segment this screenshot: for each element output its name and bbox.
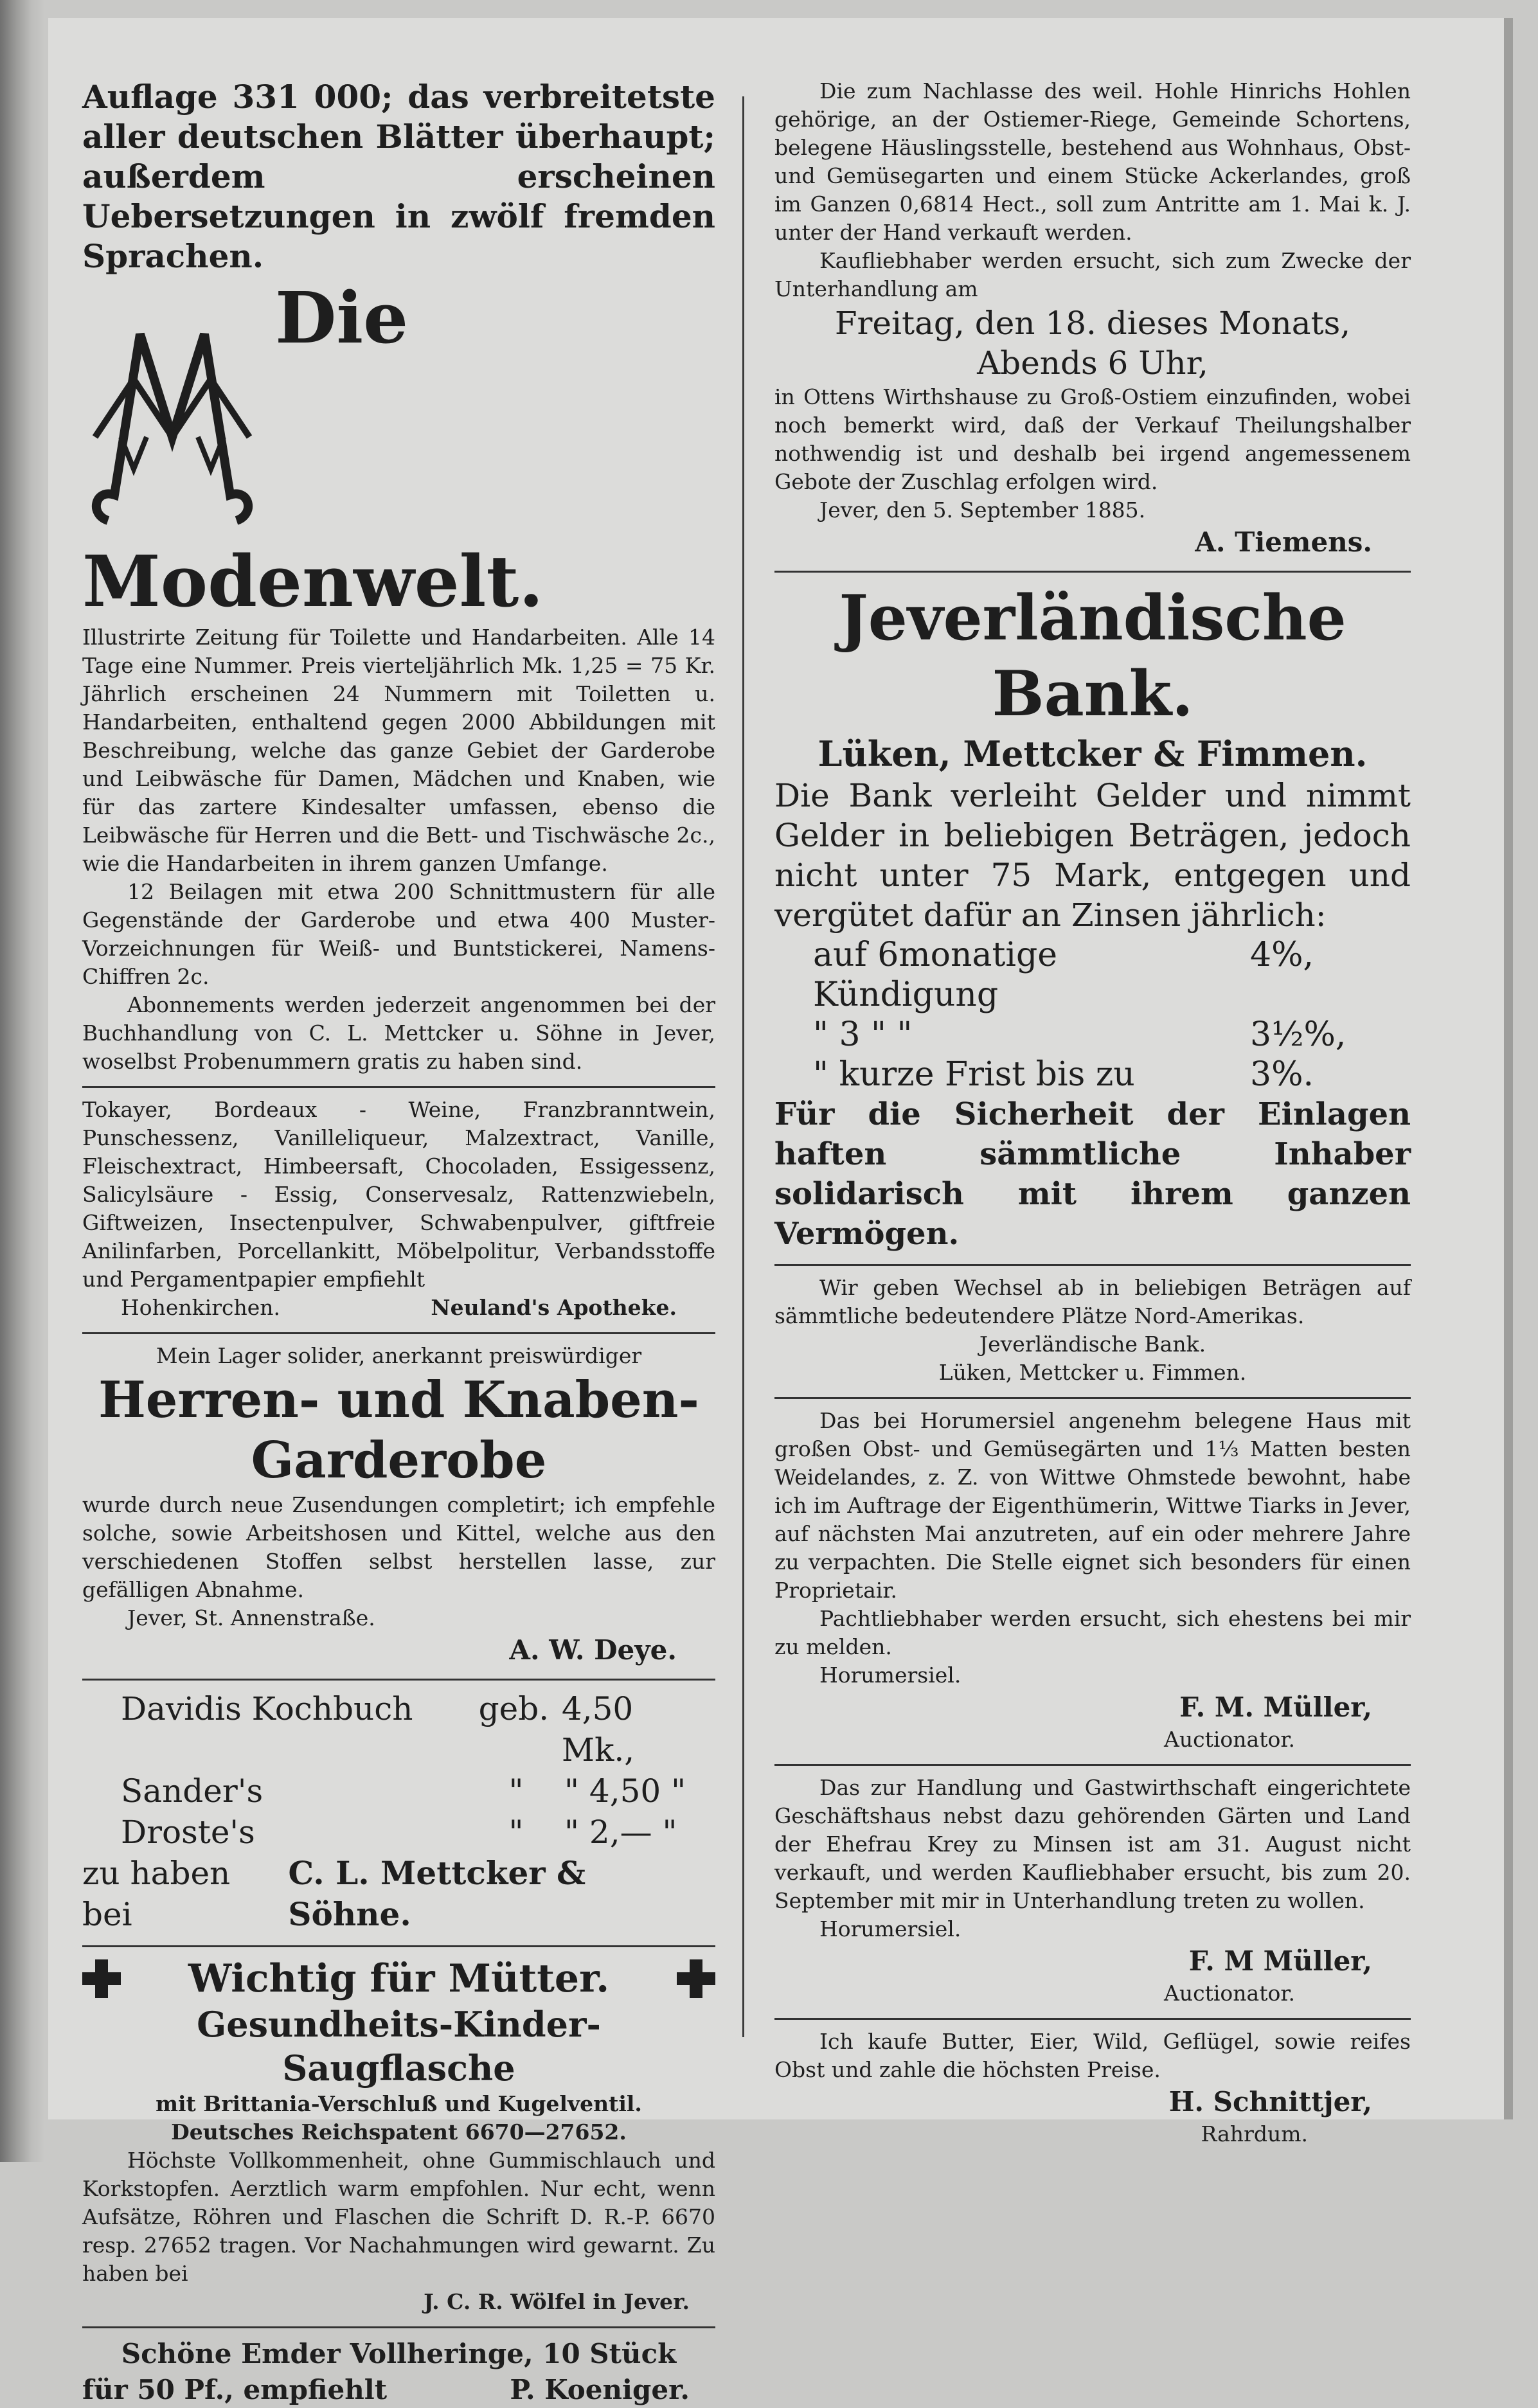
- apotheke-name: Neuland's Apotheke.: [431, 1295, 677, 1320]
- saugflasche-subtitle: Gesundheits-Kinder-Saugflasche: [197, 2004, 601, 2089]
- kochbuch-row: Droste's " " 2,— ": [121, 1814, 677, 1851]
- garderobe-intro: Mein Lager solider, anerkannt preiswürdiger: [156, 1343, 642, 1368]
- ad-butter: [774, 2028, 1411, 2148]
- geschaeftshaus-text: Das zur Handlung und Gastwirthschaft eingerichtete Geschäftshaus nebst dazu gehörenden Gärten und Land der Ehefrau Krey zu Minsen ist am 31. August nicht verkauft, und werden Kaufliebhaber ersucht, bis zum 20. September mit mir in Unterhandlung treten zu wollen.: [774, 1775, 1411, 1913]
- kochbuch-row: Sander's " " 4,50 ": [121, 1772, 686, 1810]
- verkauf-name: A. Tiemens.: [1195, 526, 1372, 558]
- column-divider: [742, 96, 744, 2037]
- bank-rate-row: " kurze Frist bis zu 3%.: [813, 1055, 1314, 1094]
- apotheke-place: Hohenkirchen.: [121, 1295, 281, 1320]
- modenwelt-subscription: Abonnements werden jederzeit angenommen bei der Buchhandlung von C. L. Mettcker u. Söhne in Jever, woselbst Probenummern gratis zu haben sind.: [82, 992, 715, 1074]
- ad-saugflasche: [82, 1955, 715, 2316]
- page-edge-shadow: [0, 0, 45, 2162]
- geschaeftshaus-name: F. M Müller,: [1188, 1945, 1372, 1977]
- garderobe-name: A. W. Deye.: [509, 1634, 677, 1666]
- apotheke-text: Tokayer, Bordeaux - Weine, Franzbranntwein, Punschessenz, Vanilleliqueur, Malzextract, Vanille, Fleischextract, Himbeersaft, Chocoladen, Essigessenz, Salicylsäure - Essig, Conservesalz, Rattenzwiebeln, Giftweizen, Insectenpulver, Schwabenpulver, giftfreie Anilinfarben, Porcellankitt, Möbelpolitur, Verbandsstoffe und Pergamentpapier empfiehlt: [82, 1097, 715, 1292]
- red-cross-icon: [82, 1959, 121, 1998]
- modenwelt-supplements: 12 Beilagen mit etwa 200 Schnittmustern für alle Gegenstände der Garderobe und etwa 400 Muster-Vorzeichnungen für Weiß- und Buntstickerei, Namens-Chiffren 2c.: [82, 879, 715, 989]
- saugflasche-patent: Deutsches Reichspatent 6670—27652.: [171, 2119, 627, 2145]
- verpachtung-place: Horumersiel.: [819, 1663, 961, 1688]
- modenwelt-description: Illustrirte Zeitung für Toilette und Handarbeiten. Alle 14 Tage eine Nummer. Preis vierteljährlich Mk. 1,25 = 75 Kr. Jährlich erscheinen 24 Nummern mit Toiletten u. Handarbeiten, enthaltend gegen 2000 Abbildungen mit Beschreibung, welche das ganze Gebiet der Garderobe und Leibwäsche für Damen, Mädchen und Knaben, wie für das zartere Kindesalter umfassen, ebenso die Leibwäsche für Herren und die Bett- und Tischwäsche 2c., wie die Handarbeiten in ihrem ganzen Umfange.: [82, 625, 715, 876]
- divider: [774, 2018, 1411, 2020]
- divider: [82, 1332, 715, 1334]
- bank-guarantee: Für die Sicherheit der Einlagen haften sämmtliche Inhaber solidarisch mit ihrem ganzen Vermögen.: [774, 1096, 1411, 1252]
- bank-title: Jeverländische Bank.: [839, 582, 1346, 730]
- divider: [82, 1679, 715, 1681]
- bank-firm: Lüken, Mettcker & Fimmen.: [818, 733, 1368, 774]
- divider: [82, 1086, 715, 1088]
- verkauf-text: Die zum Nachlasse des weil. Hohle Hinrichs Hohlen gehörige, an der Ostiemer-Riege, Gemeinde Schortens, belegene Häuslingsstelle, bestehend aus Wohnhaus, Obst- und Gemüsegarten und einem Stücke Ackerlandes, groß im Ganzen 0,6814 Hect., soll zum Antritte am 1. Mai k. J. unter der Hand verkauft werden.: [774, 78, 1411, 245]
- bank-rate-row: " 3 " " 3½%,: [813, 1015, 1346, 1054]
- divider: [774, 1764, 1411, 1766]
- verkauf-place: Jever, den 5. September 1885.: [819, 497, 1146, 522]
- butter-place: Rahrdum.: [1201, 2121, 1308, 2146]
- garderobe-title-line1: Herren- und Knaben-: [98, 1371, 699, 1429]
- ad-verpachtung: [774, 1407, 1411, 1754]
- butter-text: Ich kaufe Butter, Eier, Wild, Geflügel, sowie reifes Obst und zahle die höchsten Preise.: [774, 2029, 1411, 2082]
- wechsel-sig-firm: Lüken, Mettcker u. Fimmen.: [938, 1360, 1247, 1385]
- saugflasche-text: Höchste Vollkommenheit, ohne Gummischlauch und Korkstopfen. Aerztlich warm empfohlen. Nur echt, wenn Aufsätze, Röhren und Flaschen die Schrift D. R.-P. 6670 resp. 27652 tragen. Vor Nachahmungen wird gewarnt. Zu haben bei: [82, 2148, 715, 2286]
- red-cross-icon: [677, 1959, 715, 1998]
- saugflasche-line1: mit Brittania-Verschluß und Kugelventil.: [156, 2091, 642, 2116]
- modenwelt-intro: Auflage 331 000; das verbreitetste aller deutschen Blätter überhaupt; außerdem erscheinen Uebersetzungen in zwölf fremden Sprachen.: [82, 78, 715, 275]
- ad-modenwelt: [82, 77, 715, 1076]
- divider: [774, 1264, 1411, 1266]
- kochbuch-row: Davidis Kochbuch geb. 4,50 Mk.,: [121, 1690, 635, 1769]
- geschaeftshaus-place: Horumersiel.: [819, 1916, 961, 1941]
- garderobe-place: Jever, St. Annenstraße.: [127, 1605, 375, 1630]
- ad-garderobe: [82, 1342, 715, 1668]
- butter-name: H. Schnittjer,: [1168, 2086, 1372, 2118]
- verkauf-date: Freitag, den 18. dieses Monats,: [834, 305, 1351, 342]
- saugflasche-name: J. C. R. Wölfel in Jever.: [424, 2289, 690, 2314]
- divider: [82, 1945, 715, 1947]
- divider: [774, 1397, 1411, 1399]
- divider: [82, 2326, 715, 2328]
- verpachtung-role: Auctionator.: [1164, 1727, 1295, 1752]
- heringe-name: P. Koeniger.: [510, 2374, 690, 2405]
- garderobe-title-line2: Garderobe: [251, 1431, 547, 1490]
- ad-bank: [774, 580, 1411, 1254]
- ad-heringe: [82, 2336, 715, 2408]
- garderobe-text: wurde durch neue Zusendungen completirt; ich empfehle solche, sowie Arbeitshosen und Kittel, welche aus den verschiedenen Stoffen selbst herstellen lasse, zur gefälligen Abnahme.: [82, 1492, 715, 1602]
- heringe-line2: für 50 Pf., empfiehlt: [82, 2374, 388, 2405]
- geschaeftshaus-role: Auctionator.: [1164, 1981, 1295, 2006]
- verpachtung-contact: Pachtliebhaber werden ersucht, sich ehestens bei mir zu melden.: [774, 1606, 1411, 1659]
- heringe-line1: Schöne Emder Vollheringe, 10 Stück: [121, 2338, 677, 2369]
- modenwelt-title: Die Modenwelt.: [82, 276, 544, 623]
- kochbuch-footer: zu haben bei C. L. Mettcker & Söhne.: [82, 1854, 586, 1933]
- ad-verkauf: [774, 77, 1411, 560]
- verkauf-invite: Kaufliebhaber werden ersucht, sich zum Zwecke der Unterhandlung am: [774, 248, 1411, 301]
- verkauf-details: in Ottens Wirthshause zu Groß-Ostiem einzufinden, wobei noch bemerkt wird, daß der Verkauf Theilungshalber nothwendig ist und deshalb bei irgend angemessenem Gebote der Zuschlag erfolgen wird.: [774, 384, 1411, 494]
- divider: [774, 571, 1411, 573]
- ad-wechsel: [774, 1274, 1411, 1387]
- ad-geschaeftshaus: [774, 1774, 1411, 2008]
- wechsel-text: Wir geben Wechsel ab in beliebigen Beträgen auf sämmtliche bedeutendere Plätze Nord-Amerikas.: [774, 1275, 1411, 1328]
- modenwelt-logo-icon: [82, 276, 262, 533]
- bank-rate-row: auf 6monatige Kündigung 4%,: [813, 936, 1314, 1014]
- wechsel-sig-bank: Jeverländische Bank.: [979, 1332, 1206, 1357]
- verpachtung-name: F. M. Müller,: [1179, 1691, 1372, 1723]
- verpachtung-text: Das bei Horumersiel angenehm belegene Haus mit großen Obst- und Gemüsegärten und 1⅓ Matten besten Weidelandes, z. Z. von Wittwe Ohmstede bewohnt, habe ich im Auftrage der Eigenthümerin, Wittwe Tiarks in Jever, auf nächsten Mai anzutreten, auf ein oder mehrere Jahre zu verpachten. Die Stelle eignet sich besonders für einen Proprietair.: [774, 1408, 1411, 1603]
- right-column: [774, 77, 1411, 2148]
- ad-kochbuch: [82, 1688, 715, 1853]
- saugflasche-title: Wichtig für Mütter.: [188, 1956, 610, 2001]
- verkauf-time: Abends 6 Uhr,: [977, 344, 1208, 382]
- bank-text: Die Bank verleiht Gelder und nimmt Gelder in beliebigen Beträgen, jedoch nicht unter 75 Mark, entgegen und vergütet dafür an Zinsen jährlich:: [774, 777, 1411, 934]
- left-column: [82, 77, 715, 2408]
- ad-apotheke: [82, 1096, 715, 1322]
